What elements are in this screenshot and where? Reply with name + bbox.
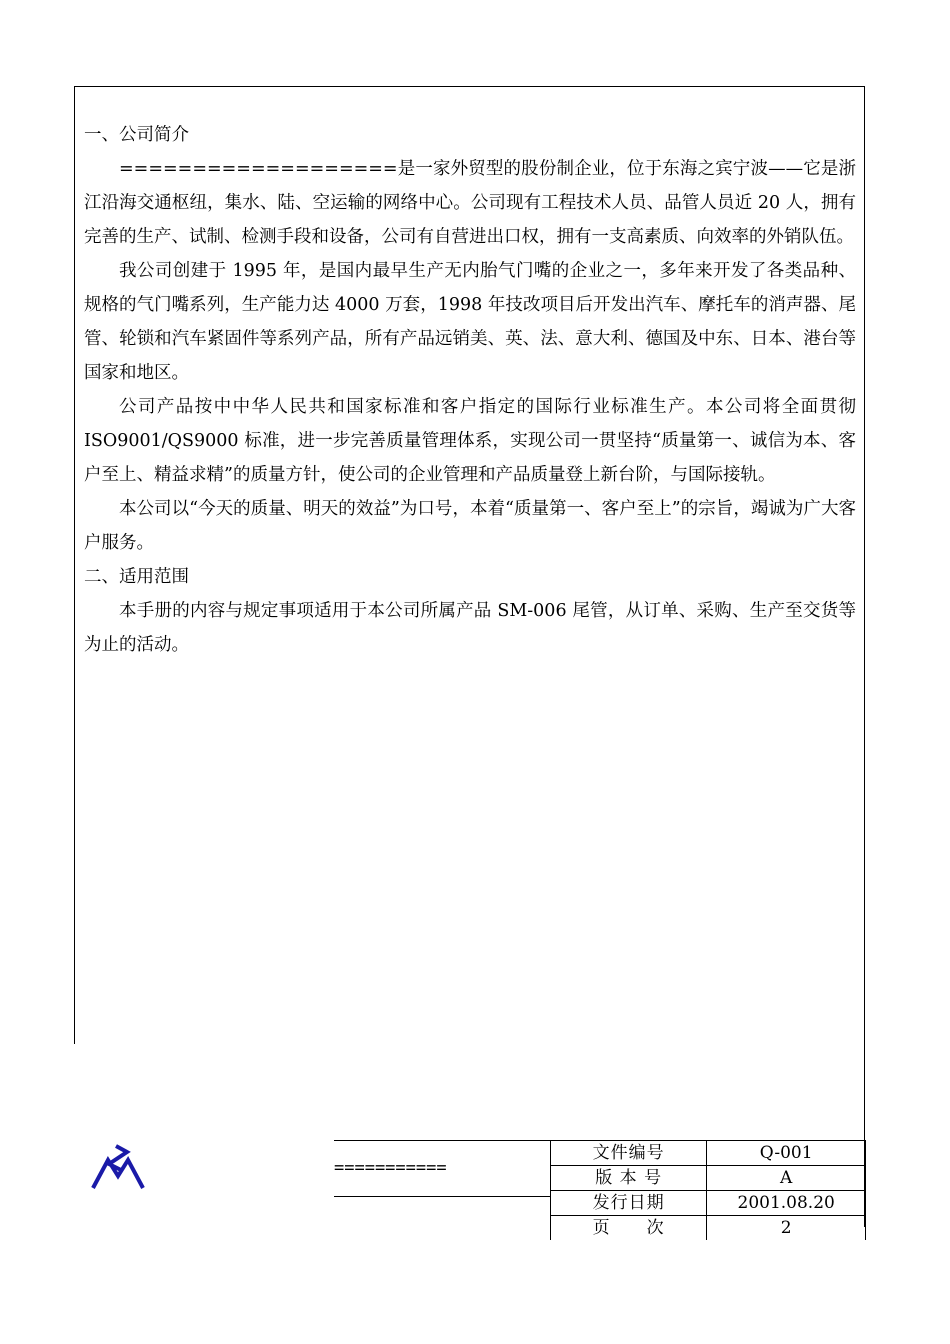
document-body [84,118,856,662]
paragraph: 本公司以“今天的质量、明天的效益”为口号，本着“质量第一、客户至上”的宗旨，竭诚为广大客户服务。 [84,499,856,553]
paragraph: ===================是一家外贸型的股份制企业，位于东海之宾宁波——它是浙江沿海交通枢纽，集水、陆、空运输的网络中心。公司现有工程技术人员、品管人员近 20 人，拥有完善的生产、试制、检测手段和设备，公司有自营进出口权，拥有一支高素质、向效率的外销队伍。 [84,159,856,247]
table-row [551,1141,866,1166]
version-label: 版 本 号 [551,1166,707,1191]
section-heading-company-profile: 一、公司简介 [84,125,189,145]
document-info-table [550,1140,866,1240]
version-value: A [707,1166,866,1191]
paragraph: 公司产品按中中华人民共和国家标准和客户指定的国际行业标准生产。本公司将全面贯彻 ISO9001/QS9000 标准，进一步完善质量管理体系，实现公司一贯坚持“质量第一、诚信为本、客户至上、精益求精”的质量方针，使公司的企业管理和产品质量登上新台阶，与国际接轨。 [84,397,856,485]
table-row [551,1191,866,1216]
section-heading-scope: 二、适用范围 [84,567,189,587]
sm-logo-icon [90,1143,146,1191]
doc-number-label: 文件编号 [551,1141,707,1166]
page-value: 2 [707,1216,866,1241]
table-row [551,1216,866,1241]
issue-date-label: 发行日期 [551,1191,707,1216]
paragraph: 本手册的内容与规定事项适用于本公司所属产品 SM-006 尾管，从订单、采购、生产至交货等为止的活动。 [84,601,856,655]
paragraph: 我公司创建于 1995 年，是国内最早生产无内胎气门嘴的企业之一，多年来开发了各类品种、规格的气门嘴系列，生产能力达 4000 万套，1998 年技改项目后开发出汽车、摩托车的消声器、尾管、轮锁和汽车紧固件等系列产品，所有产品远销美、英、法、意大利、德国及中东、日本、港台等国家和地区。 [84,261,856,383]
page-label: 页 次 [551,1216,707,1241]
doc-number-value: Q-001 [707,1141,866,1166]
company-name: =========== [334,1140,550,1197]
page-left-rule [74,86,75,1044]
table-row [551,1166,866,1191]
issue-date-value: 2001.08.20 [707,1191,866,1216]
